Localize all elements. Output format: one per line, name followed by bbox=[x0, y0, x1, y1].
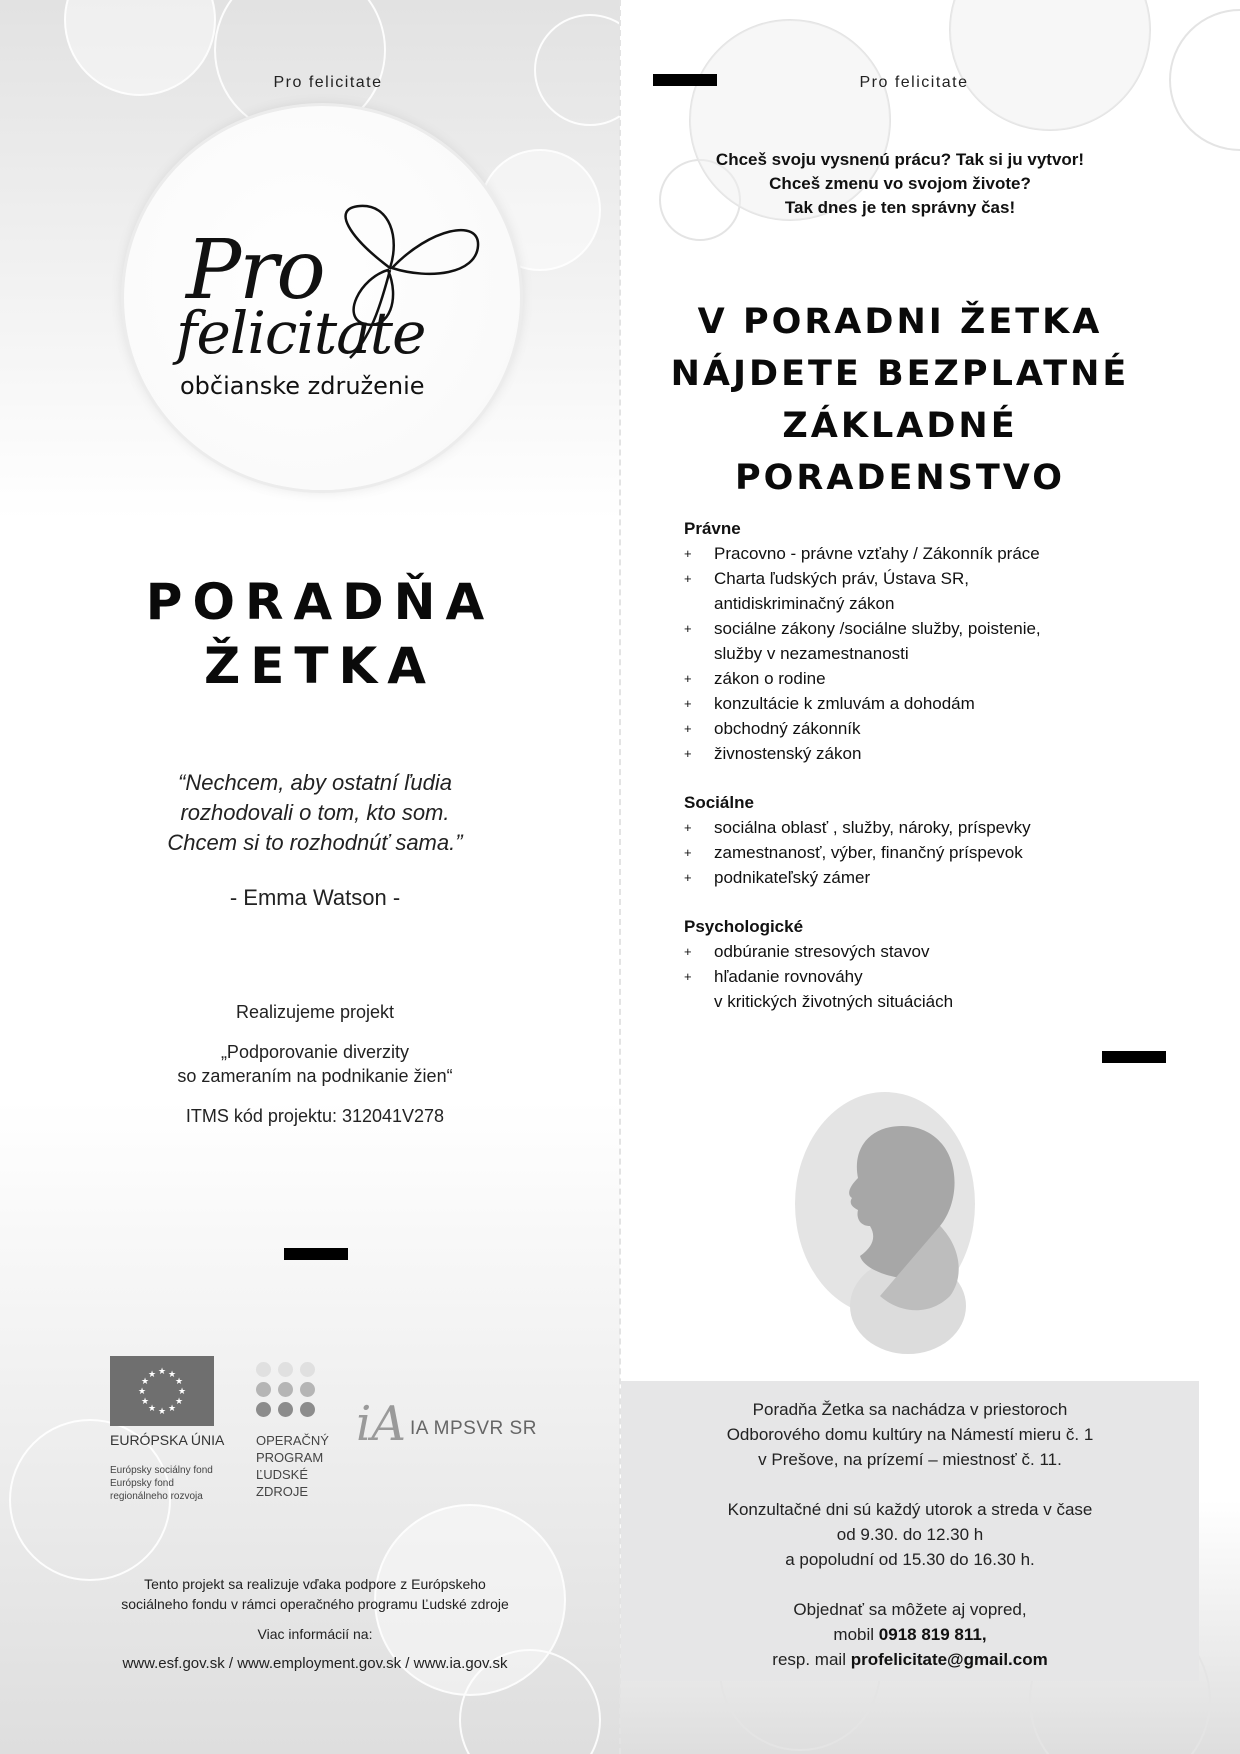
svg-text:★: ★ bbox=[174, 1376, 184, 1386]
intro-line: Tak dnes je ten správny čas! bbox=[784, 198, 1016, 217]
eu-subcaption-line: Európsky fond bbox=[110, 1478, 174, 1489]
plus-icon: + bbox=[684, 671, 692, 686]
eu-subcaption bbox=[110, 1464, 213, 1503]
ia-logo-text: IA MPSVR SR bbox=[410, 1418, 537, 1439]
plus-icon: + bbox=[684, 746, 692, 761]
svg-text:★: ★ bbox=[140, 1376, 150, 1386]
project-code: ITMS kód projektu: 312041V278 bbox=[185, 1106, 445, 1126]
location-line: Poradňa Žetka sa nachádza v priestoroch bbox=[752, 1400, 1068, 1419]
quote-line: rozhodovali o tom, kto som. bbox=[180, 800, 450, 825]
list-item: + sociálne zákony /sociálne služby, poistenie, služby v nezamestnanosti bbox=[684, 616, 1154, 666]
plus-icon: + bbox=[684, 969, 692, 984]
logo-felicitate: felicitate bbox=[176, 299, 426, 367]
mail-label: resp. mail bbox=[772, 1650, 846, 1669]
service-heading: Sociálne bbox=[684, 793, 754, 812]
service-heading: Psychologické bbox=[684, 917, 804, 936]
list-item: + živnostenský zákon bbox=[684, 741, 1154, 766]
plus-icon: + bbox=[684, 696, 692, 711]
left-header: Pro felicitate bbox=[273, 74, 383, 91]
info-text bbox=[621, 1397, 1199, 1697]
main-title bbox=[130, 570, 510, 698]
quote bbox=[120, 768, 510, 858]
service-group-psychological bbox=[684, 914, 1154, 1014]
svg-text:★: ★ bbox=[174, 1396, 184, 1406]
location-line: v Prešove, na prízemí – miestnosť č. 11. bbox=[758, 1450, 1062, 1469]
svg-text:★: ★ bbox=[157, 1406, 167, 1416]
eu-caption: EURÓPSKA ÚNIA bbox=[110, 1432, 225, 1448]
quote-author: - Emma Watson - bbox=[229, 885, 401, 910]
right-title-line: ZÁKLADNÉ PORADENSTVO bbox=[734, 406, 1065, 498]
funding-line: Tento projekt sa realizuje vďaka podpore z Európskeho bbox=[144, 1576, 486, 1592]
right-title bbox=[640, 296, 1160, 504]
logo-pro: Pro bbox=[186, 223, 324, 318]
project-name-line: „Podporovanie diverzity bbox=[220, 1042, 410, 1062]
svg-text:★: ★ bbox=[147, 1369, 157, 1379]
op-caption-line: PROGRAM bbox=[256, 1450, 324, 1465]
plus-icon: + bbox=[684, 820, 692, 835]
black-bar bbox=[1102, 1051, 1166, 1063]
right-title-line: V PORADNI ŽETKA bbox=[697, 302, 1103, 342]
op-caption-line: ZDROJE bbox=[256, 1484, 308, 1499]
phone-number[interactable]: 0918 819 811, bbox=[878, 1625, 987, 1644]
intro-text bbox=[660, 148, 1140, 220]
list-item: + zákon o rodine bbox=[684, 666, 1154, 691]
list-item: + zamestnanosť, výber, finančný príspevok bbox=[684, 840, 1154, 865]
intro-line: Chceš svoju vysnenú prácu? Tak si ju vytvor! bbox=[715, 150, 1085, 169]
project-intro: Realizujeme projekt bbox=[235, 1002, 395, 1022]
list-item: + Charta ľudských práv, Ústava SR, antidiskriminačný zákon bbox=[684, 566, 1154, 616]
op-caption-line: ĽUDSKÉ bbox=[256, 1467, 309, 1482]
plus-icon: + bbox=[684, 944, 692, 959]
eu-flag-icon bbox=[110, 1356, 214, 1426]
project-name bbox=[120, 1040, 510, 1088]
black-bar bbox=[284, 1248, 348, 1260]
plus-icon: + bbox=[684, 721, 692, 736]
email-link[interactable]: profelicitate@gmail.com bbox=[850, 1650, 1048, 1669]
svg-text:★: ★ bbox=[157, 1366, 167, 1376]
list-item: + podnikateľský zámer bbox=[684, 865, 1154, 890]
list-item: + hľadanie rovnováhy v kritických životných situáciách bbox=[684, 964, 1154, 1014]
op-caption-line: OPERAČNÝ bbox=[256, 1433, 329, 1448]
right-title-line: NÁJDETE BEZPLATNÉ bbox=[670, 354, 1130, 394]
phone-label: mobil bbox=[833, 1625, 875, 1644]
woman-silhouette-icon bbox=[790, 1086, 980, 1356]
intro-line: Chceš zmenu vo svojom živote? bbox=[769, 174, 1031, 193]
service-group-legal bbox=[684, 516, 1154, 766]
funding-text bbox=[80, 1574, 550, 1614]
main-title-line: PORADŇA bbox=[145, 573, 495, 631]
op-caption bbox=[256, 1432, 329, 1500]
info-links[interactable]: www.esf.gov.sk / www.employment.gov.sk / www.ia.gov.sk bbox=[122, 1655, 508, 1672]
list-item: + obchodný zákonník bbox=[684, 716, 1154, 741]
eu-subcaption-line: Európsky sociálny fond bbox=[110, 1465, 213, 1476]
quote-line: “Nechcem, aby ostatní ľudia bbox=[178, 770, 452, 795]
service-heading: Právne bbox=[684, 519, 741, 538]
location-info bbox=[621, 1397, 1199, 1472]
black-bar bbox=[653, 74, 717, 86]
hours-info bbox=[621, 1497, 1199, 1572]
more-info-label: Viac informácií na: bbox=[257, 1626, 373, 1642]
hours-line: Konzultačné dni sú každý utorok a streda v čase bbox=[727, 1500, 1093, 1519]
contact-info bbox=[621, 1597, 1199, 1672]
services-list bbox=[684, 516, 1154, 1038]
eu-subcaption-line: regionálneho rozvoja bbox=[110, 1491, 203, 1502]
project-name-line: so zameraním na podnikanie žien“ bbox=[177, 1066, 453, 1086]
project-info bbox=[120, 1000, 510, 1144]
list-item: + konzultácie k zmluvám a dohodám bbox=[684, 691, 1154, 716]
svg-text:★: ★ bbox=[167, 1369, 177, 1379]
service-group-social bbox=[684, 790, 1154, 890]
svg-text:★: ★ bbox=[147, 1403, 157, 1413]
location-line: Odborového domu kultúry na Námestí mieru č. 1 bbox=[726, 1425, 1094, 1444]
contact-line: Objednať sa môžete aj vopred, bbox=[793, 1600, 1027, 1619]
list-item: + sociálna oblasť , služby, nároky, príspevky bbox=[684, 815, 1154, 840]
plus-icon: + bbox=[684, 845, 692, 860]
quote-line: Chcem si to rozhodnúť sama.” bbox=[167, 830, 463, 855]
svg-text:★: ★ bbox=[177, 1386, 187, 1396]
logo-subtitle: občianske združenie bbox=[180, 372, 425, 400]
main-title-line: ŽETKA bbox=[204, 637, 436, 695]
svg-text:★: ★ bbox=[140, 1396, 150, 1406]
plus-icon: + bbox=[684, 546, 692, 561]
list-item: + odbúranie stresových stavov bbox=[684, 939, 1154, 964]
funding-line: sociálneho fondu v rámci operačného programu Ľudské zdroje bbox=[121, 1596, 509, 1612]
svg-text:★: ★ bbox=[167, 1403, 177, 1413]
list-item: + Pracovno - právne vzťahy / Zákonník práce bbox=[684, 541, 1154, 566]
hours-line: od 9.30. do 12.30 h bbox=[836, 1525, 984, 1544]
funding-info bbox=[80, 1574, 550, 1684]
right-header: Pro felicitate bbox=[859, 74, 969, 91]
plus-icon: + bbox=[684, 621, 692, 636]
plus-icon: + bbox=[684, 870, 692, 885]
plus-icon: + bbox=[684, 571, 692, 586]
svg-text:★: ★ bbox=[137, 1386, 147, 1396]
hours-line: a popoludní od 15.30 do 16.30 h. bbox=[785, 1550, 1035, 1569]
ia-logo-mark: iA bbox=[356, 1396, 407, 1452]
